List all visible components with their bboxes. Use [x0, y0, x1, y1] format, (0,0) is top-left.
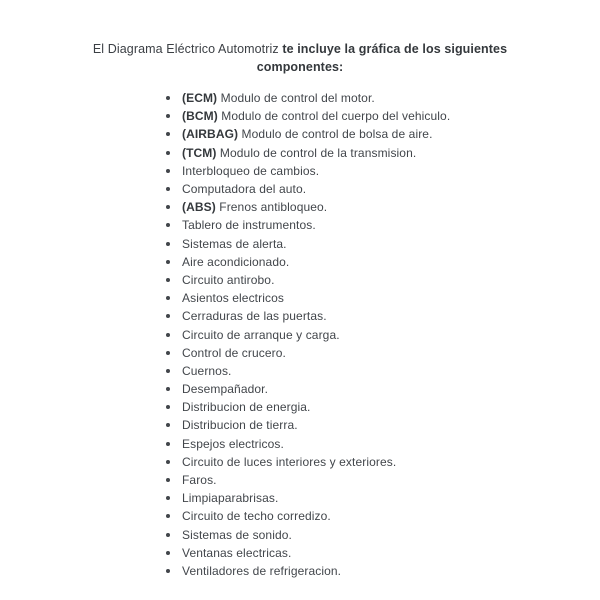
- bullet-icon: [166, 533, 170, 537]
- list-item-text: Tablero de instrumentos.: [182, 218, 316, 233]
- list-item-text: Cuernos.: [182, 363, 232, 378]
- bullet-icon: [166, 569, 170, 573]
- list-item: [166, 89, 600, 107]
- list-item: [166, 526, 600, 544]
- bullet-icon: [166, 333, 170, 337]
- page-title: [0, 0, 600, 76]
- list-item: [166, 289, 600, 307]
- list-item-text: Faros.: [182, 473, 217, 488]
- list-item: [166, 235, 600, 253]
- list-item-text: (BCM) Modulo de control del cuerpo del vehiculo.: [182, 109, 451, 124]
- list-item: [166, 144, 600, 162]
- component-list: [166, 89, 600, 580]
- list-item-text: Distribucion de energia.: [182, 400, 311, 415]
- bullet-icon: [166, 478, 170, 482]
- bullet-icon: [166, 114, 170, 118]
- list-item-text: Distribucion de tierra.: [182, 418, 298, 433]
- list-item-text: Desempañador.: [182, 382, 269, 397]
- list-item-text: Computadora del auto.: [182, 182, 307, 197]
- list-item-text: Circuito de arranque y carga.: [182, 327, 340, 342]
- list-item-bold-prefix: (ABS): [182, 200, 216, 215]
- list-item: [166, 507, 600, 525]
- list-item: [166, 416, 600, 434]
- list-item: [166, 307, 600, 325]
- bullet-icon: [166, 314, 170, 318]
- bullet-icon: [166, 205, 170, 209]
- list-item: [166, 271, 600, 289]
- list-item-text: (ECM) Modulo de control del motor.: [182, 91, 375, 106]
- bullet-icon: [166, 351, 170, 355]
- bullet-icon: [166, 296, 170, 300]
- bullet-icon: [166, 278, 170, 282]
- bullet-icon: [166, 442, 170, 446]
- title-regular-text: El Diagrama Eléctrico Automotriz: [92, 42, 279, 56]
- list-item: [166, 380, 600, 398]
- list-item-text: Limpiaparabrisas.: [182, 491, 279, 506]
- list-item-text: (TCM) Modulo de control de la transmision.: [182, 145, 417, 160]
- title-bold-line1: te incluye la gráfica de los siguientes: [282, 42, 508, 56]
- list-item-text: Asientos electricos: [182, 291, 284, 306]
- list-item: [166, 489, 600, 507]
- list-item-text: Cerraduras de las puertas.: [182, 309, 327, 324]
- list-item-text: Sistemas de alerta.: [182, 236, 287, 251]
- title-bold-line2: componentes:: [256, 59, 344, 74]
- list-item: [166, 125, 600, 143]
- bullet-icon: [166, 405, 170, 409]
- list-item: [166, 562, 600, 580]
- list-item: [166, 362, 600, 380]
- list-item: [166, 398, 600, 416]
- bullet-icon: [166, 496, 170, 500]
- bullet-icon: [166, 551, 170, 555]
- list-item-text: Espejos electricos.: [182, 436, 284, 451]
- list-item-bold-prefix: (TCM): [182, 145, 217, 160]
- list-item: [166, 544, 600, 562]
- list-item-text: (ABS) Frenos antibloqueo.: [182, 200, 328, 215]
- bullet-icon: [166, 423, 170, 427]
- bullet-icon: [166, 242, 170, 246]
- list-item-text: Interbloqueo de cambios.: [182, 163, 320, 178]
- bullet-icon: [166, 514, 170, 518]
- list-item: [166, 471, 600, 489]
- list-item: [166, 325, 600, 343]
- list-item-text: Circuito antirobo.: [182, 272, 275, 287]
- bullet-icon: [166, 132, 170, 136]
- list-item: [166, 180, 600, 198]
- list-item: [166, 344, 600, 362]
- list-item-bold-prefix: (BCM): [182, 109, 218, 124]
- list-item: [166, 453, 600, 471]
- list-item-text: Aire acondicionado.: [182, 254, 290, 269]
- list-item: [166, 107, 600, 125]
- list-item-text: (AIRBAG) Modulo de control de bolsa de aire.: [182, 127, 433, 142]
- list-item: [166, 253, 600, 271]
- list-item-text: Circuito de luces interiores y exteriores.: [182, 454, 397, 469]
- list-item: [166, 198, 600, 216]
- bullet-icon: [166, 187, 170, 191]
- list-item-text: Sistemas de sonido.: [182, 527, 292, 542]
- bullet-icon: [166, 369, 170, 373]
- bullet-icon: [166, 387, 170, 391]
- list-item-text: Control de crucero.: [182, 345, 286, 360]
- bullet-icon: [166, 169, 170, 173]
- list-item-text: Circuito de techo corredizo.: [182, 509, 331, 524]
- list-item-text: Ventiladores de refrigeracion.: [182, 563, 342, 578]
- bullet-icon: [166, 151, 170, 155]
- list-item-bold-prefix: (AIRBAG): [182, 127, 239, 142]
- list-item: [166, 216, 600, 234]
- list-item: [166, 435, 600, 453]
- list-item: [166, 162, 600, 180]
- bullet-icon: [166, 460, 170, 464]
- bullet-icon: [166, 96, 170, 100]
- list-item-bold-prefix: (ECM): [182, 91, 218, 106]
- bullet-icon: [166, 260, 170, 264]
- list-item-text: Ventanas electricas.: [182, 545, 292, 560]
- bullet-icon: [166, 223, 170, 227]
